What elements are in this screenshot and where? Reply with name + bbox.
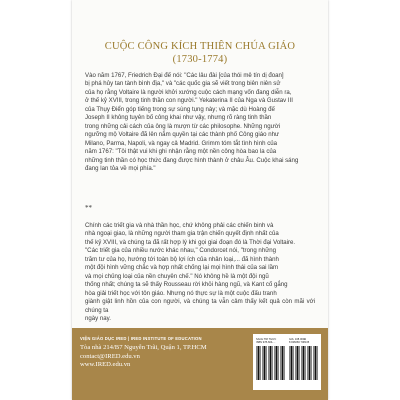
barcode-left-label-1: SÁCH TRÍ THỨC bbox=[256, 338, 277, 341]
body-paragraph-1: Vào năm 1767, Friedrich Đại đế nói: "Các lâu đài [của thói mê tín dị đoan] bị phá hủy tan tành bình địa," và "các quốc gia sẽ viết trong biên niên sử của họ rằng Voltaire là người khởi xướng cuộc cách mạng vốn đang diễn ra, ở thế kỷ XVIII, trong tinh thần con người." Yekaterina II của Nga và Gustav III của Thụy Điển góp tiếng trong sự sùng tụng này; và mặc dù Hoàng đế Joseph II không tuyên bố công khai như vậy, nhưng rõ ràng tinh thần trong những cải cách của ông là mượn từ các philosophe. Những người ngưỡng mộ Voltaire đã lên nắm quyền tại các thành phố Công giáo như Milano, Parma, Napoli, và ngay cả Madrid. Grimm tóm tắt tình hình của năm 1767: "Tôi thật vui khi ghi nhận rằng một nền công hòa bao la của những tinh thần có học thức đang được hình thành ở châu Âu. Cuộc khai sáng đang lan tỏa về mọi phía." bbox=[85, 72, 299, 172]
publisher-email: contact@IRED.edu.vn bbox=[80, 352, 140, 360]
barcode-icon bbox=[289, 346, 319, 380]
barcode-panel bbox=[253, 334, 321, 390]
publisher-footer bbox=[72, 328, 328, 400]
book-back-cover bbox=[72, 0, 328, 400]
barcode-right-label-1: GIÁ: 108.000Đ bbox=[289, 338, 307, 341]
title-years: (1730-1774) bbox=[172, 54, 228, 65]
barcode-icon bbox=[256, 346, 286, 380]
barcode-right-label-2: 8 936066 708135 bbox=[289, 341, 310, 345]
barcode-right bbox=[289, 338, 319, 385]
publisher-website: www.IRED.edu.vn bbox=[80, 361, 131, 369]
body-paragraph-2: Chính các triết gia và nhà thần học, chứ không phải các chiến binh và nhà ngoại giao, là những người tham gia trận chiến quyết định nhất của thế kỷ XVIII, và chúng ta đã rất hợp lý khi gọi giai đoạn đó là Thời đại Voltaire. "Các triết gia của nhiều nước khác nhau," Condorcet nói, "trong những trăm tư của họ, hướng tới toàn bộ lợi ích của nhân loại,... đã hình thành một đội hình vững chắc và hợp nhất chống lại mọi hình thái của sai lầm và mọi chủng loại của nền chuyên chế." Nó không hề là một đội ngũ thống nhất; chúng ta sẽ thấy Rousseau rời khỏi hàng ngũ, và Kant cố gắng hòa giải triết học với tôn giáo. Nhưng nó thực sự là một cuộc đấu tranh giành giật linh hồn của con người, và chúng ta vẫn cảm thấy kết quả còn mãi với chúng ta ngày nay. bbox=[85, 222, 315, 322]
section-title bbox=[72, 40, 328, 66]
publisher-name: VIỆN GIÁO DỤC IRED | IRED INSTITUTE OF EDUCATION bbox=[80, 336, 202, 341]
publisher-address: Tòa nhà 214/B7 Nguyễn Trãi, Quận 1, TP.HCM bbox=[80, 344, 207, 351]
barcode-left-label-2: ISBN 978-604-... bbox=[256, 341, 276, 345]
section-separator: ** bbox=[85, 204, 92, 212]
title-line: CUỘC CÔNG KÍCH THIÊN CHÚA GIÁO bbox=[104, 41, 296, 52]
publisher-contact bbox=[80, 344, 207, 370]
barcode-left bbox=[256, 338, 286, 385]
